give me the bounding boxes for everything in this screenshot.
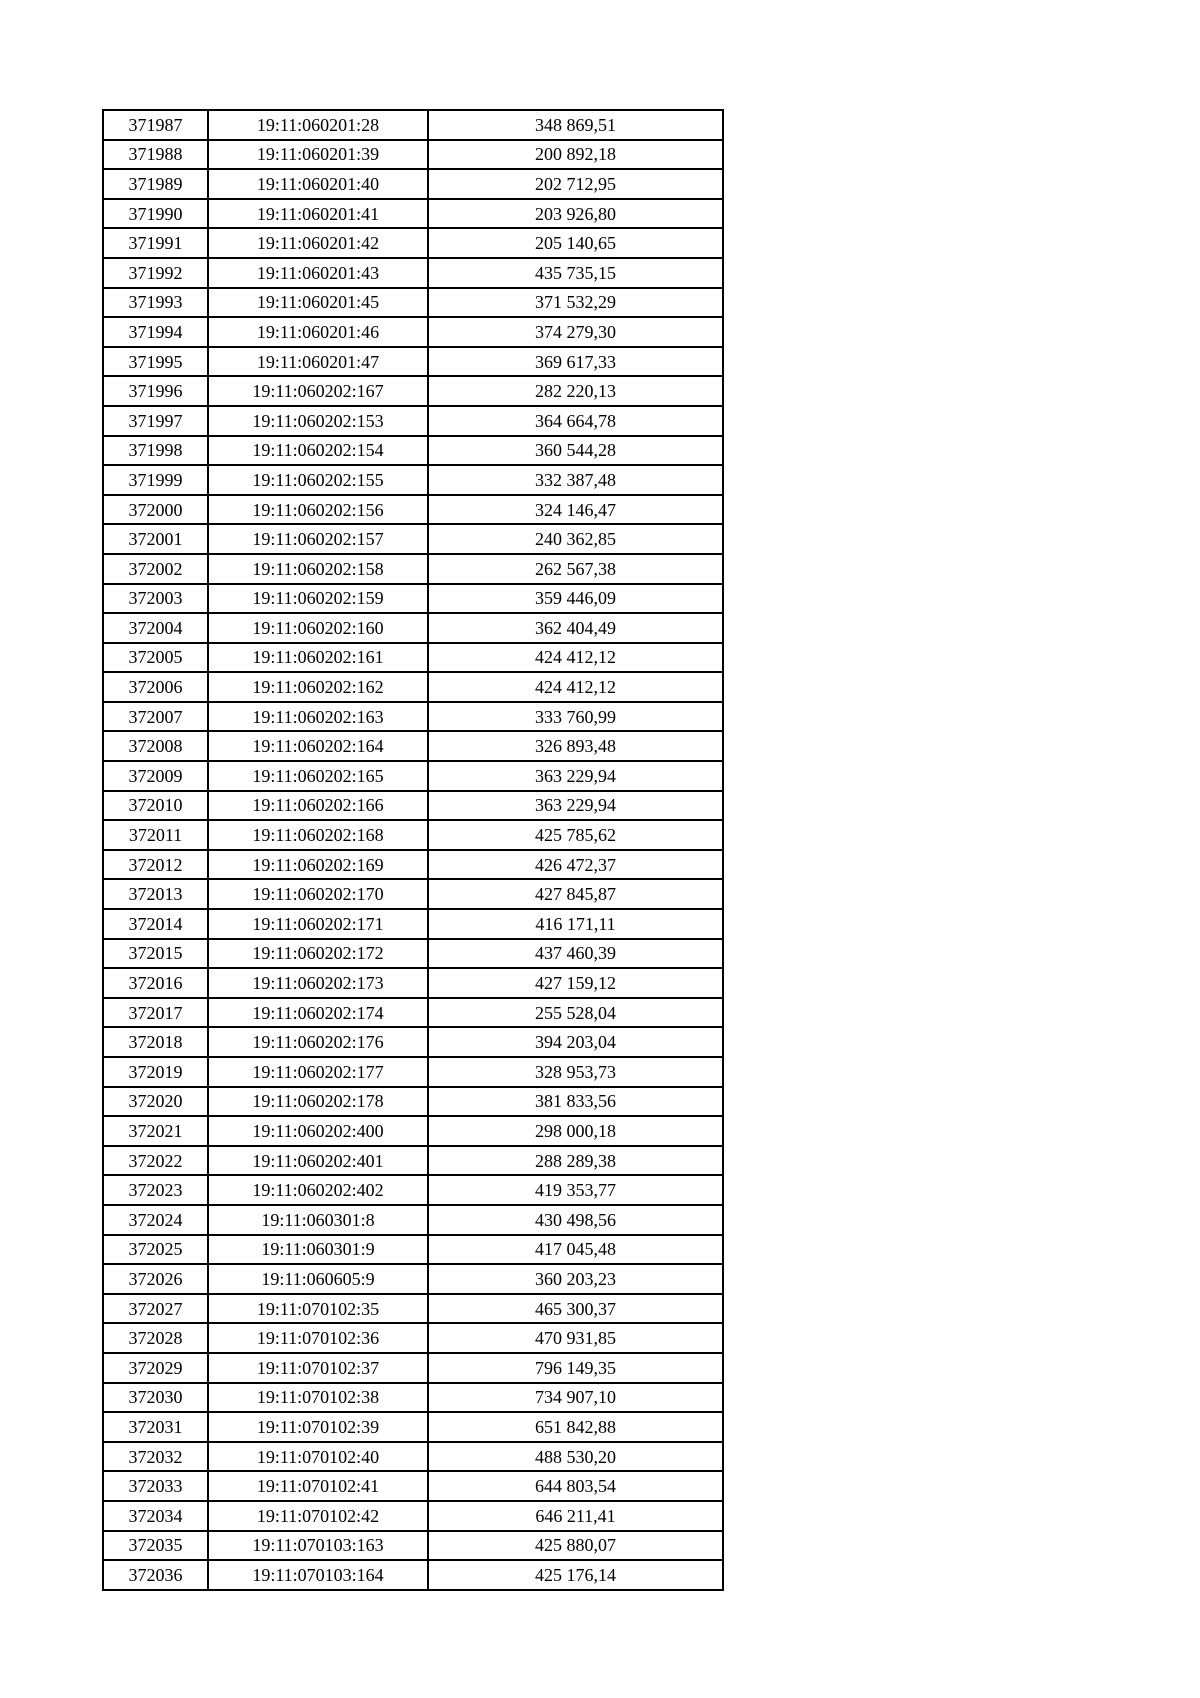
- row-number-cell: 372029: [103, 1353, 208, 1383]
- cadastral-number-cell: 19:11:070102:37: [208, 1353, 428, 1383]
- row-number-cell: 371997: [103, 406, 208, 436]
- cadastral-value-cell: 425 176,14: [428, 1560, 723, 1590]
- cadastral-number-cell: 19:11:060202:166: [208, 791, 428, 821]
- cadastral-number-cell: 19:11:060202:178: [208, 1087, 428, 1117]
- cadastral-number-cell: 19:11:060201:28: [208, 110, 428, 140]
- table-row: [103, 347, 723, 377]
- cadastral-number-cell: 19:11:060301:9: [208, 1235, 428, 1265]
- cadastral-number-cell: 19:11:070102:36: [208, 1323, 428, 1353]
- row-number-cell: 372025: [103, 1235, 208, 1265]
- table-row: [103, 1235, 723, 1265]
- table-row: [103, 850, 723, 880]
- cadastral-value-cell: 651 842,88: [428, 1412, 723, 1442]
- row-number-cell: 371988: [103, 140, 208, 170]
- cadastral-value-cell: 425 785,62: [428, 820, 723, 850]
- cadastral-number-cell: 19:11:060201:43: [208, 258, 428, 288]
- row-number-cell: 372000: [103, 495, 208, 525]
- table-row: [103, 820, 723, 850]
- cadastral-value-cell: 326 893,48: [428, 731, 723, 761]
- cadastral-value-cell: 369 617,33: [428, 347, 723, 377]
- row-number-cell: 371993: [103, 288, 208, 318]
- cadastral-value-cell: 646 211,41: [428, 1501, 723, 1531]
- cadastral-value-cell: 381 833,56: [428, 1087, 723, 1117]
- row-number-cell: 372015: [103, 939, 208, 969]
- table-row: [103, 1027, 723, 1057]
- table-row: [103, 1087, 723, 1117]
- cadastral-number-cell: 19:11:060202:401: [208, 1146, 428, 1176]
- row-number-cell: 372028: [103, 1323, 208, 1353]
- row-number-cell: 372034: [103, 1501, 208, 1531]
- cadastral-value-cell: 425 880,07: [428, 1531, 723, 1561]
- cadastral-value-cell: 437 460,39: [428, 939, 723, 969]
- table-row: [103, 1442, 723, 1472]
- cadastral-number-cell: 19:11:070102:42: [208, 1501, 428, 1531]
- cadastral-value-cell: 427 845,87: [428, 879, 723, 909]
- cadastral-value-cell: 360 203,23: [428, 1264, 723, 1294]
- row-number-cell: 372030: [103, 1383, 208, 1413]
- table-row: [103, 1146, 723, 1176]
- row-number-cell: 372006: [103, 672, 208, 702]
- cadastral-value-cell: 202 712,95: [428, 169, 723, 199]
- table-row: [103, 672, 723, 702]
- table-row: [103, 554, 723, 584]
- cadastral-number-cell: 19:11:060202:153: [208, 406, 428, 436]
- cadastral-number-cell: 19:11:060202:176: [208, 1027, 428, 1057]
- row-number-cell: 372017: [103, 998, 208, 1028]
- cadastral-value-cell: 333 760,99: [428, 702, 723, 732]
- cadastral-value-cell: 255 528,04: [428, 998, 723, 1028]
- cadastral-number-cell: 19:11:060202:168: [208, 820, 428, 850]
- table-row: [103, 998, 723, 1028]
- row-number-cell: 372020: [103, 1087, 208, 1117]
- table-row: [103, 909, 723, 939]
- cadastral-value-cell: 488 530,20: [428, 1442, 723, 1472]
- row-number-cell: 371999: [103, 465, 208, 495]
- cadastral-number-cell: 19:11:060202:162: [208, 672, 428, 702]
- table-row: [103, 1294, 723, 1324]
- cadastral-value-cell: 465 300,37: [428, 1294, 723, 1324]
- cadastral-value-cell: 328 953,73: [428, 1057, 723, 1087]
- cadastral-number-cell: 19:11:060202:172: [208, 939, 428, 969]
- row-number-cell: 371990: [103, 199, 208, 229]
- cadastral-number-cell: 19:11:070103:164: [208, 1560, 428, 1590]
- row-number-cell: 372035: [103, 1531, 208, 1561]
- cadastral-value-cell: 324 146,47: [428, 495, 723, 525]
- row-number-cell: 372022: [103, 1146, 208, 1176]
- table-row: [103, 199, 723, 229]
- cadastral-value-cell: 282 220,13: [428, 376, 723, 406]
- table-row: [103, 169, 723, 199]
- cadastral-value-cell: 394 203,04: [428, 1027, 723, 1057]
- table-row: [103, 584, 723, 614]
- cadastral-number-cell: 19:11:060202:173: [208, 968, 428, 998]
- cadastral-value-cell: 363 229,94: [428, 761, 723, 791]
- cadastral-value-cell: 419 353,77: [428, 1175, 723, 1205]
- row-number-cell: 372024: [103, 1205, 208, 1235]
- cadastral-value-cell: 430 498,56: [428, 1205, 723, 1235]
- cadastral-number-cell: 19:11:070103:163: [208, 1531, 428, 1561]
- cadastral-value-cell: 424 412,12: [428, 672, 723, 702]
- cadastral-value-cell: 348 869,51: [428, 110, 723, 140]
- row-number-cell: 372023: [103, 1175, 208, 1205]
- cadastral-value-cell: 426 472,37: [428, 850, 723, 880]
- row-number-cell: 371998: [103, 436, 208, 466]
- cadastral-value-cell: 374 279,30: [428, 317, 723, 347]
- table-row: [103, 1501, 723, 1531]
- cadastral-number-cell: 19:11:070102:41: [208, 1471, 428, 1501]
- table-row: [103, 436, 723, 466]
- cadastral-number-cell: 19:11:060202:157: [208, 524, 428, 554]
- cadastral-value-cell: 427 159,12: [428, 968, 723, 998]
- table-row: [103, 879, 723, 909]
- cadastral-number-cell: 19:11:060202:169: [208, 850, 428, 880]
- cadastral-value-cell: 362 404,49: [428, 613, 723, 643]
- row-number-cell: 372031: [103, 1412, 208, 1442]
- cadastral-number-cell: 19:11:060201:45: [208, 288, 428, 318]
- cadastral-value-cell: 360 544,28: [428, 436, 723, 466]
- table-row: [103, 1471, 723, 1501]
- table-row: [103, 376, 723, 406]
- row-number-cell: 372003: [103, 584, 208, 614]
- table-row: [103, 643, 723, 673]
- cadastral-value-cell: 424 412,12: [428, 643, 723, 673]
- table-row: [103, 731, 723, 761]
- row-number-cell: 372033: [103, 1471, 208, 1501]
- cadastral-value-cell: 417 045,48: [428, 1235, 723, 1265]
- cadastral-value-cell: 200 892,18: [428, 140, 723, 170]
- cadastral-number-cell: 19:11:060202:163: [208, 702, 428, 732]
- cadastral-number-cell: 19:11:060202:155: [208, 465, 428, 495]
- cadastral-value-cell: 363 229,94: [428, 791, 723, 821]
- table-row: [103, 140, 723, 170]
- cadastral-value-cell: 371 532,29: [428, 288, 723, 318]
- row-number-cell: 372011: [103, 820, 208, 850]
- cadastral-value-cell: 734 907,10: [428, 1383, 723, 1413]
- table-row: [103, 1175, 723, 1205]
- cadastral-value-cell: 332 387,48: [428, 465, 723, 495]
- cadastral-number-cell: 19:11:060202:170: [208, 879, 428, 909]
- row-number-cell: 372016: [103, 968, 208, 998]
- row-number-cell: 372004: [103, 613, 208, 643]
- row-number-cell: 372002: [103, 554, 208, 584]
- cadastral-number-cell: 19:11:060202:154: [208, 436, 428, 466]
- table-row: [103, 288, 723, 318]
- row-number-cell: 372007: [103, 702, 208, 732]
- cadastral-number-cell: 19:11:060202:156: [208, 495, 428, 525]
- row-number-cell: 372010: [103, 791, 208, 821]
- cadastral-value-cell: 796 149,35: [428, 1353, 723, 1383]
- row-number-cell: 371996: [103, 376, 208, 406]
- table-row: [103, 1264, 723, 1294]
- cadastral-value-table: [102, 109, 724, 1591]
- table-row: [103, 702, 723, 732]
- row-number-cell: 372012: [103, 850, 208, 880]
- cadastral-number-cell: 19:11:060202:177: [208, 1057, 428, 1087]
- cadastral-number-cell: 19:11:070102:40: [208, 1442, 428, 1472]
- cadastral-value-cell: 288 289,38: [428, 1146, 723, 1176]
- cadastral-number-cell: 19:11:070102:35: [208, 1294, 428, 1324]
- table-row: [103, 613, 723, 643]
- table-row: [103, 968, 723, 998]
- cadastral-value-cell: 359 446,09: [428, 584, 723, 614]
- table-row: [103, 228, 723, 258]
- cadastral-number-cell: 19:11:060201:42: [208, 228, 428, 258]
- row-number-cell: 372001: [103, 524, 208, 554]
- cadastral-value-cell: 435 735,15: [428, 258, 723, 288]
- cadastral-value-cell: 240 362,85: [428, 524, 723, 554]
- cadastral-number-cell: 19:11:070102:38: [208, 1383, 428, 1413]
- table-row: [103, 1531, 723, 1561]
- row-number-cell: 372018: [103, 1027, 208, 1057]
- table-row: [103, 495, 723, 525]
- table-body: [103, 110, 723, 1590]
- cadastral-number-cell: 19:11:060201:40: [208, 169, 428, 199]
- cadastral-value-cell: 298 000,18: [428, 1116, 723, 1146]
- row-number-cell: 371995: [103, 347, 208, 377]
- cadastral-value-cell: 416 171,11: [428, 909, 723, 939]
- table-row: [103, 1353, 723, 1383]
- cadastral-number-cell: 19:11:060301:8: [208, 1205, 428, 1235]
- cadastral-value-cell: 364 664,78: [428, 406, 723, 436]
- cadastral-number-cell: 19:11:060201:41: [208, 199, 428, 229]
- table-row: [103, 1323, 723, 1353]
- row-number-cell: 371991: [103, 228, 208, 258]
- row-number-cell: 372009: [103, 761, 208, 791]
- table-row: [103, 110, 723, 140]
- row-number-cell: 372014: [103, 909, 208, 939]
- cadastral-number-cell: 19:11:060202:174: [208, 998, 428, 1028]
- cadastral-number-cell: 19:11:060202:159: [208, 584, 428, 614]
- cadastral-number-cell: 19:11:060202:160: [208, 613, 428, 643]
- cadastral-value-cell: 203 926,80: [428, 199, 723, 229]
- row-number-cell: 372036: [103, 1560, 208, 1590]
- table-row: [103, 258, 723, 288]
- row-number-cell: 372021: [103, 1116, 208, 1146]
- cadastral-value-cell: 205 140,65: [428, 228, 723, 258]
- cadastral-number-cell: 19:11:060202:165: [208, 761, 428, 791]
- cadastral-number-cell: 19:11:070102:39: [208, 1412, 428, 1442]
- row-number-cell: 372027: [103, 1294, 208, 1324]
- row-number-cell: 371994: [103, 317, 208, 347]
- table-row: [103, 465, 723, 495]
- cadastral-value-cell: 262 567,38: [428, 554, 723, 584]
- row-number-cell: 372013: [103, 879, 208, 909]
- table-row: [103, 1057, 723, 1087]
- cadastral-number-cell: 19:11:060201:47: [208, 347, 428, 377]
- cadastral-value-cell: 644 803,54: [428, 1471, 723, 1501]
- cadastral-number-cell: 19:11:060202:402: [208, 1175, 428, 1205]
- table-row: [103, 791, 723, 821]
- row-number-cell: 371987: [103, 110, 208, 140]
- table-row: [103, 406, 723, 436]
- cadastral-number-cell: 19:11:060202:158: [208, 554, 428, 584]
- cadastral-number-cell: 19:11:060202:400: [208, 1116, 428, 1146]
- table-row: [103, 939, 723, 969]
- cadastral-number-cell: 19:11:060202:164: [208, 731, 428, 761]
- row-number-cell: 371989: [103, 169, 208, 199]
- cadastral-number-cell: 19:11:060201:46: [208, 317, 428, 347]
- row-number-cell: 372026: [103, 1264, 208, 1294]
- cadastral-number-cell: 19:11:060605:9: [208, 1264, 428, 1294]
- table-row: [103, 317, 723, 347]
- table-row: [103, 1383, 723, 1413]
- table-row: [103, 1205, 723, 1235]
- cadastral-number-cell: 19:11:060202:161: [208, 643, 428, 673]
- row-number-cell: 372005: [103, 643, 208, 673]
- cadastral-number-cell: 19:11:060201:39: [208, 140, 428, 170]
- table-row: [103, 1116, 723, 1146]
- cadastral-number-cell: 19:11:060202:167: [208, 376, 428, 406]
- cadastral-number-cell: 19:11:060202:171: [208, 909, 428, 939]
- row-number-cell: 372019: [103, 1057, 208, 1087]
- table-row: [103, 1412, 723, 1442]
- row-number-cell: 371992: [103, 258, 208, 288]
- table-row: [103, 524, 723, 554]
- cadastral-value-cell: 470 931,85: [428, 1323, 723, 1353]
- row-number-cell: 372032: [103, 1442, 208, 1472]
- table-row: [103, 1560, 723, 1590]
- table-row: [103, 761, 723, 791]
- row-number-cell: 372008: [103, 731, 208, 761]
